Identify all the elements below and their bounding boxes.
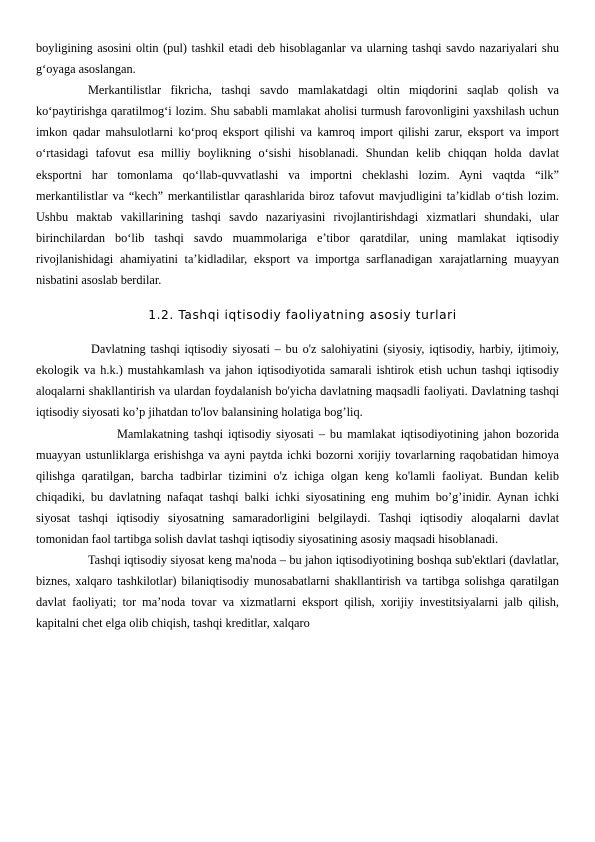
section-heading: 1.2. Tashqi iqtisodiy faoliyatning asosiy turlari [148,308,457,323]
paragraph-mercantilists: Merkantilistlar fikricha, tashqi savdo mamlakatdagi oltin miqdorini saqlab qolish va ko‘paytirishga qaratilmog‘i lozim. Shu sababli mamlakat aholisi turmush farovonligini yaxshilash uchun imkon qadar mahsulotlarni ko‘proq eksport qilishi va kamroq import qilishi zarur, eksport va import o‘rtasidagi tafovut esa milliy boylikning o‘sishi hisoblanadi. Shundan kelib chiqqan holda davlat eksportni har tomonlama qo‘llab-quvvatlashi va importni cheklashi lozim. Ayni vaqtda “ilk” merkantilistlar va “kech” merkantilistlar qarashlarida biroz tafovut mavjudligini ta’kidlab o‘tish lozim. Ushbu maktab vakillarining tashqi savdo nazariyasini rivojlantirishdagi xizmatlari shundaki, ular birinchilardan bo‘lib tashqi savdo muammolariga e’tibor qaratdilar, uning mamlakat iqtisodiy rivojlanishidagi ahamiyatini ta’kidladilar, eksport va importga sarflanadigan xarajatlarning muayyan nisbatini asoslab berdilar. [36,83,559,288]
paragraph-continuation: boyligining asosini oltin (pul) tashkil etadi deb hisoblaganlar va ularning tashqi savdo nazariyalari shu g‘oyaga asoslangan. [36,41,559,77]
paragraph-broad-meaning: Tashqi iqtisodiy siyosat keng ma'noda – bu jahon iqtisodiyotining boshqa sub'ektlari (davlatlar, biznes, xalqaro tashkilotlar) bilaniqtisodiy munosabatlarni shakllantirish va tartibga solishga qaratilgan davlat faoliyati; tor ma’noda tovar va xizmatlarni eksport qilish, xorijiy investitsiyalarni jalb qilish, kapitalni chet elga olib chiqish, tashqi kreditlar, xalqaro [36,553,559,631]
document-page [36,38,559,634]
paragraph-foreign-policy-definition: Davlatning tashqi iqtisodiy siyosati – bu o'z salohiyatini (siyosiy, iqtisodiy, harbiy, ijtimoiy, ekologik va h.k.) mustahkamlash va jahon iqtisodiyotida samarali ishtirok etish uchun tashqi iqtisodiy aloqalarni shakllantirish va ulardan foydalanish bo'yicha davlatning maqsadli faoliyati. Davlatning tashqi iqtisodiy siyosati ko’p jihatdan to'lov balansining holatiga bog’liq. [36,342,559,420]
paragraph-country-foreign-policy: Mamlakatning tashqi iqtisodiy siyosati – bu mamlakat iqtisodiyotining jahon bozorida muayyan ustunliklarga erishishga va ayni paytda ichki bozorni xorijiy tovarlarning raqobatidan himoya qilishga qaratilgan, barcha tadbirlar tizimini o'z ichiga olgan keng ko'lamli faoliyat. Bundan kelib chiqadiki, bu davlatning nafaqat tashqi balki ichki siyosatining eng muhim bo’g’inidir. Aynan ichki siyosat tashqi iqtisodiy siyosatning samaradorligini belgilaydi. Tashqi iqtisodiy aloqalarni davlat tomonidan faol tartibga solish davlat tashqi iqtisodiy siyosatining asosiy maqsadi hisoblanadi. [36,426,559,546]
